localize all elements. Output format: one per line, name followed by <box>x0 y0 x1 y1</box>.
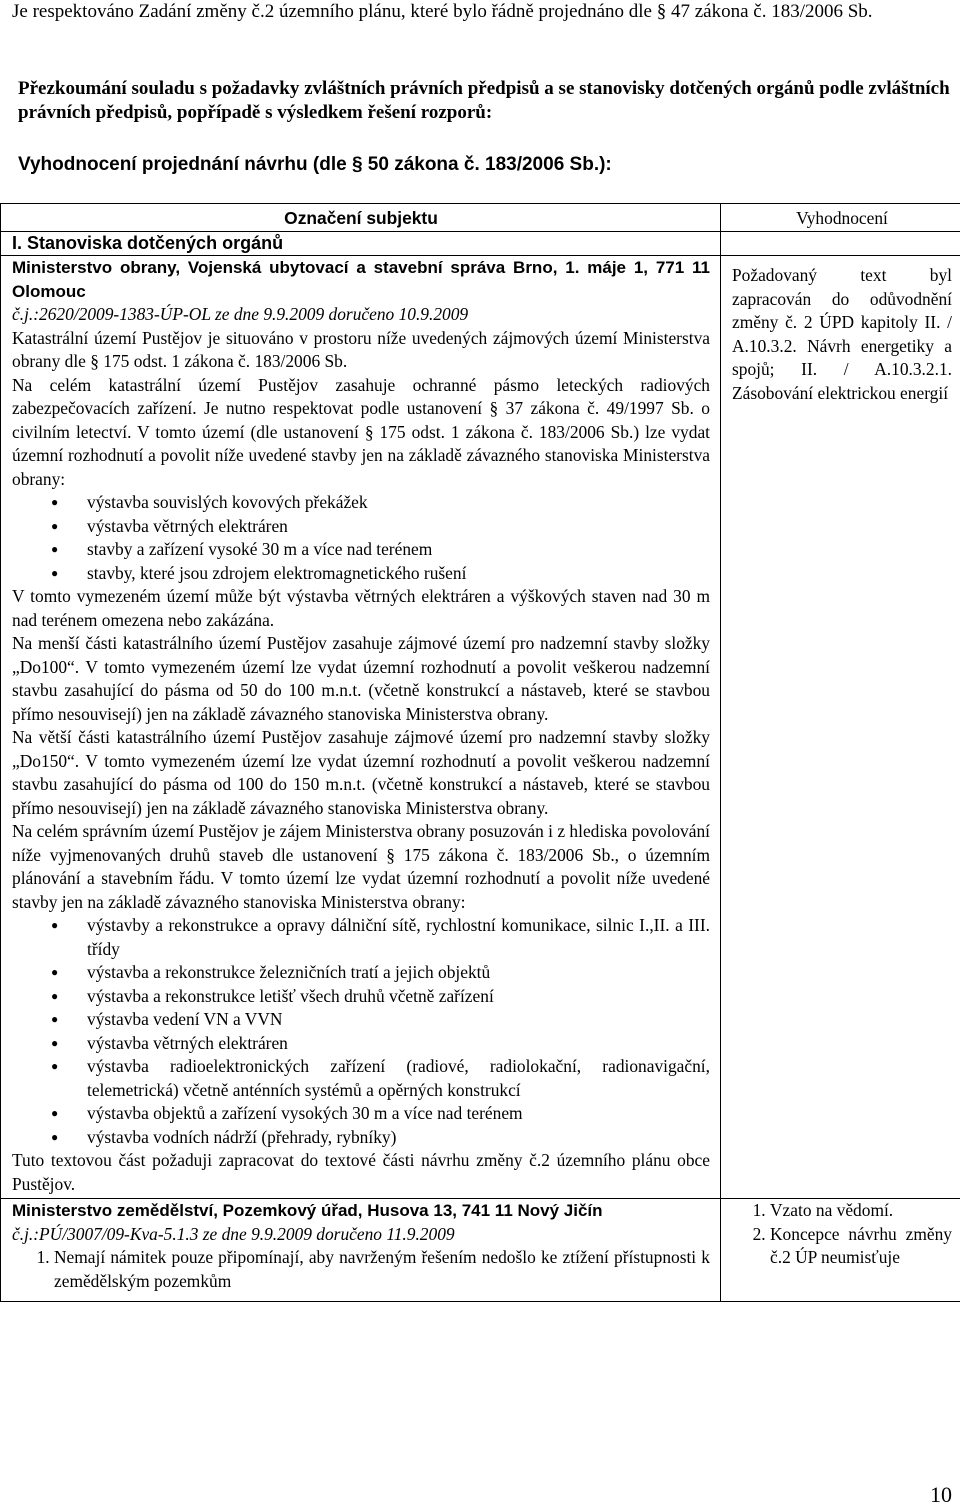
list-item: 1. Vzato na vědomí. <box>770 1199 952 1223</box>
list-item: ● výstavba větrných elektráren <box>87 1032 710 1056</box>
evaluation-table <box>0 203 960 1302</box>
list-item: ● výstavba radioelektronických zařízení (radiové, radiolokační, radionavigační, telemetrická) včetně anténních systémů a opěrných konstrukcí <box>87 1055 710 1102</box>
table-section-row <box>1 231 960 256</box>
column-header-subject: Označení subjektu <box>1 204 721 232</box>
paragraph: Na menší části katastrálního území Pustějov zasahuje zájmové území pro nadzemní stavby složky „Do100“. V tomto vymezeném území lze vydat územní rozhodnutí a povolit veškerou nadzemní stavbu zasahující do pásma od 50 do 100 m.n.t. (včetně konstrukcí a nástaveb, které se stavbou přímo nesouvisejí) jen na základě závazného stanoviska Ministerstva obrany. <box>12 633 710 724</box>
page-number: 10 <box>930 1482 952 1507</box>
empty-cell <box>721 231 960 256</box>
numbered-list <box>12 1246 710 1293</box>
table-header-row <box>1 204 960 232</box>
bullet-list <box>12 914 710 1149</box>
section-label: I. Stanoviska dotčených orgánů <box>1 231 721 256</box>
bullet-list <box>12 491 710 585</box>
evaluation-list <box>732 1199 952 1270</box>
subheading: Vyhodnocení projednání návrhu (dle § 50 zákona č. 183/2006 Sb.): <box>18 154 612 175</box>
intro-paragraph: Je respektováno Zadání změny č.2 územního plánu, které bylo řádně projednáno dle § 47 zákona č. 183/2006 Sb. <box>12 1 873 22</box>
paragraph: Tuto textovou část požaduji zapracovat do textové části návrhu změny č.2 územního plánu obce Pustějov. <box>12 1150 710 1194</box>
list-item: ● výstavba a rekonstrukce letišť všech druhů včetně zařízení <box>87 985 710 1009</box>
table-row <box>1 1199 960 1302</box>
list-item: ● výstavba vedení VN a VVN <box>87 1008 710 1032</box>
list-item: ● výstavby a rekonstrukce a opravy dálniční sítě, rychlostní komunikace, silnic I.,II. a III. třídy <box>87 914 710 961</box>
list-item: ● výstavba vodních nádrží (přehrady, rybníky) <box>87 1126 710 1150</box>
list-item: ● výstavba objektů a zařízení vysokých 30 m a více nad terénem <box>87 1102 710 1126</box>
org-name: Ministerstvo zemědělství, Pozemkový úřad, Husova 13, 741 11 Nový Jičín <box>12 1201 603 1220</box>
list-item: ● výstavba souvislých kovových překážek <box>87 491 710 515</box>
list-item: 1. Nemají námitek pouze připomínají, aby navrženým řešením nedošlo ke ztížení přístupnosti k zemědělským pozemkům <box>54 1246 710 1293</box>
section-heading: Přezkoumání souladu s požadavky zvláštních právních předpisů a se stanovisky dotčených orgánů podle zvláštních právních předpisů, popřípadě s výsledkem řešení rozporů: <box>18 78 950 123</box>
list-item: ● výstavba větrných elektráren <box>87 515 710 539</box>
paragraph: Katastrální území Pustějov je situováno v prostoru níže uvedených zájmových území Ministerstva obrany dle § 175 odst. 1 zákona č. 183/2006 Sb. <box>12 327 710 371</box>
paragraph: Na celém správním území Pustějov je zájem Ministerstva obrany posuzován i z hlediska povolování níže vyjmenovaných druhů staveb dle ustanovení § 175 zákona č. 183/2006 Sb., o územním plánování a stavebním řádu. V tomto území lze vydat územní rozhodnutí a povolit níže uvedené stavby jen na základě závazného stanoviska Ministerstva obrany: <box>12 821 710 912</box>
reference-number: č.j.:2620/2009-1383-ÚP-OL ze dne 9.9.2009 doručeno 10.9.2009 <box>12 304 469 324</box>
list-item: 2. Koncepce návrhu změny č.2 ÚP neumisťuje <box>770 1223 952 1270</box>
evaluation-text: Požadovaný text byl zapracován do odůvodnění změny č. 2 ÚPD kapitoly II. / A.10.3.2. Návrh energetiky a spojů; II. / A.10.3.2.1. Zásobování elektrickou energií <box>732 265 952 403</box>
list-item: ● stavby a zařízení vysoké 30 m a více nad terénem <box>87 538 710 562</box>
column-header-evaluation: Vyhodnocení <box>721 204 960 232</box>
reference-number: č.j.:PÚ/3007/09-Kva-5.1.3 ze dne 9.9.2009 doručeno 11.9.2009 <box>12 1223 455 1244</box>
list-item: ● výstavba a rekonstrukce železničních tratí a jejich objektů <box>87 961 710 985</box>
paragraph: V tomto vymezeném území může být výstavba větrných elektráren a výškových staven nad 30 m nad terénem omezena nebo zakázána. <box>12 586 710 630</box>
org-name: Ministerstvo obrany, Vojenská ubytovací a stavební správa Brno, 1. máje 1, 771 11 Olomouc <box>12 258 710 301</box>
paragraph: Na celém katastrální území Pustějov zasahuje ochranné pásmo leteckých radiových zabezpečovacích zařízení. Je nutno respektovat podle ustanovení § 37 zákona č. 49/1997 Sb. o civilním letectví. V tomto území (dle ustanovení § 175 odst. 1 zákona č. 183/2006 Sb.) lze vydat územní rozhodnutí a povolit níže uvedené stavby jen na základě závazného stanoviska Ministerstva obrany: <box>12 374 710 489</box>
paragraph: Na větší části katastrálního území Pustějov zasahuje zájmové území pro nadzemní stavby složky „Do150“. V tomto vymezeném území lze vydat územní rozhodnutí a povolit veškerou nadzemní stavbu zasahující do pásma od 100 do 150 m.n.t. (včetně konstrukcí a nástaveb, které se stavbou přímo nesouvisejí) jen na základě závazného stanoviska Ministerstva obrany. <box>12 727 710 818</box>
list-item: ● stavby, které jsou zdrojem elektromagnetického rušení <box>87 562 710 586</box>
table-row <box>1 256 960 1199</box>
